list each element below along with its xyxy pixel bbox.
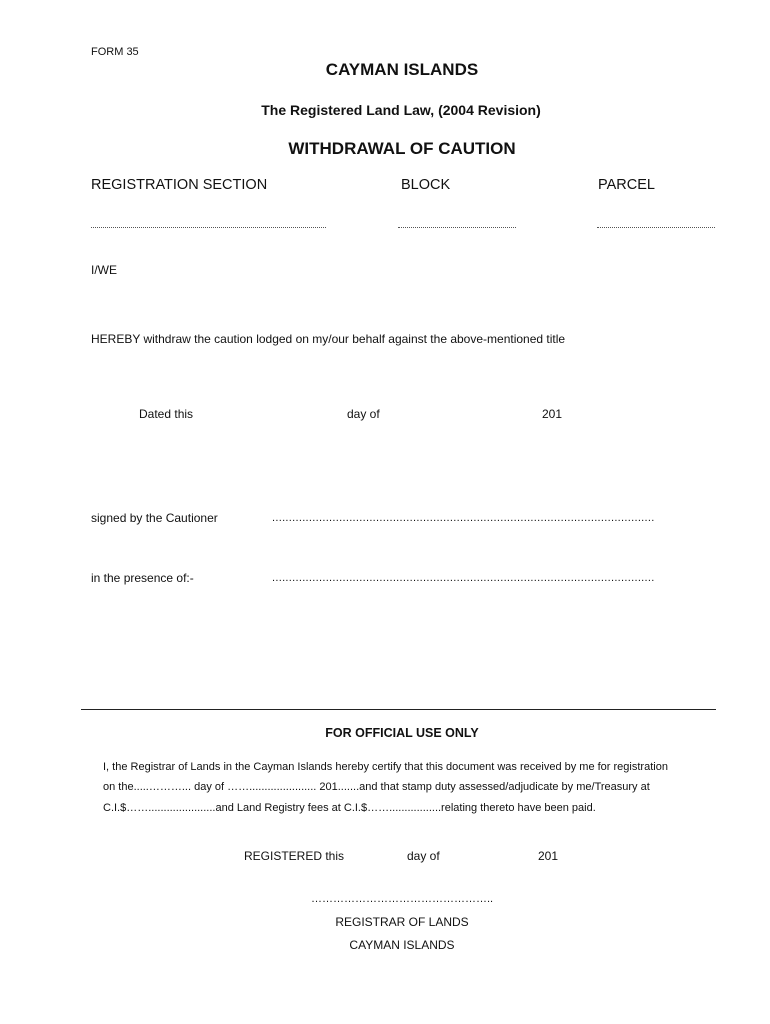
- official-use-heading: FOR OFFICIAL USE ONLY: [325, 726, 479, 740]
- certification-line-2: on the.....………... day of ……...................... 201.......and that stamp duty assessed/adjudicate by me/Treasury at: [103, 781, 650, 793]
- certification-line-3: C.I.$……......................and Land Registry fees at C.I.$…….................relating thereto have been paid.: [103, 802, 596, 814]
- registered-year-prefix: 201: [538, 849, 559, 863]
- hereby-statement: HEREBY withdraw the caution lodged on my/our behalf against the above-mentioned title: [91, 332, 566, 346]
- registered-this-label: REGISTERED this: [244, 849, 345, 863]
- registration-section-label: REGISTRATION SECTION: [91, 177, 268, 193]
- law-title: The Registered Land Law, (2004 Revision): [261, 102, 541, 118]
- iwe-label: I/WE: [91, 263, 117, 277]
- block-field[interactable]: [398, 227, 516, 228]
- registrar-country: CAYMAN ISLANDS: [349, 938, 455, 952]
- cautioner-signature-line[interactable]: ..................................................................................................................: [272, 512, 655, 524]
- form-number: FORM 35: [91, 46, 139, 58]
- witness-signature-line[interactable]: ..................................................................................................................: [272, 572, 655, 584]
- block-label: BLOCK: [401, 177, 451, 193]
- section-divider: [81, 709, 716, 710]
- registrar-signature-line[interactable]: …………………………………………..: [310, 893, 494, 905]
- day-of-label: day of: [347, 407, 380, 421]
- parcel-label: PARCEL: [598, 177, 655, 193]
- signed-by-label: signed by the Cautioner: [91, 511, 218, 525]
- dated-this-label: Dated this: [139, 407, 194, 421]
- certification-line-1: I, the Registrar of Lands in the Cayman Islands hereby certify that this document was received by me for registration: [103, 761, 668, 773]
- year-prefix: 201: [542, 407, 563, 421]
- registered-day-of-label: day of: [407, 849, 440, 863]
- registrar-title: REGISTRAR OF LANDS: [335, 915, 469, 929]
- parcel-field[interactable]: [597, 227, 715, 228]
- registration-section-field[interactable]: [91, 227, 326, 228]
- document-title: WITHDRAWAL OF CAUTION: [288, 139, 516, 158]
- witness-label: in the presence of:-: [91, 571, 194, 585]
- country-heading: CAYMAN ISLANDS: [325, 60, 479, 79]
